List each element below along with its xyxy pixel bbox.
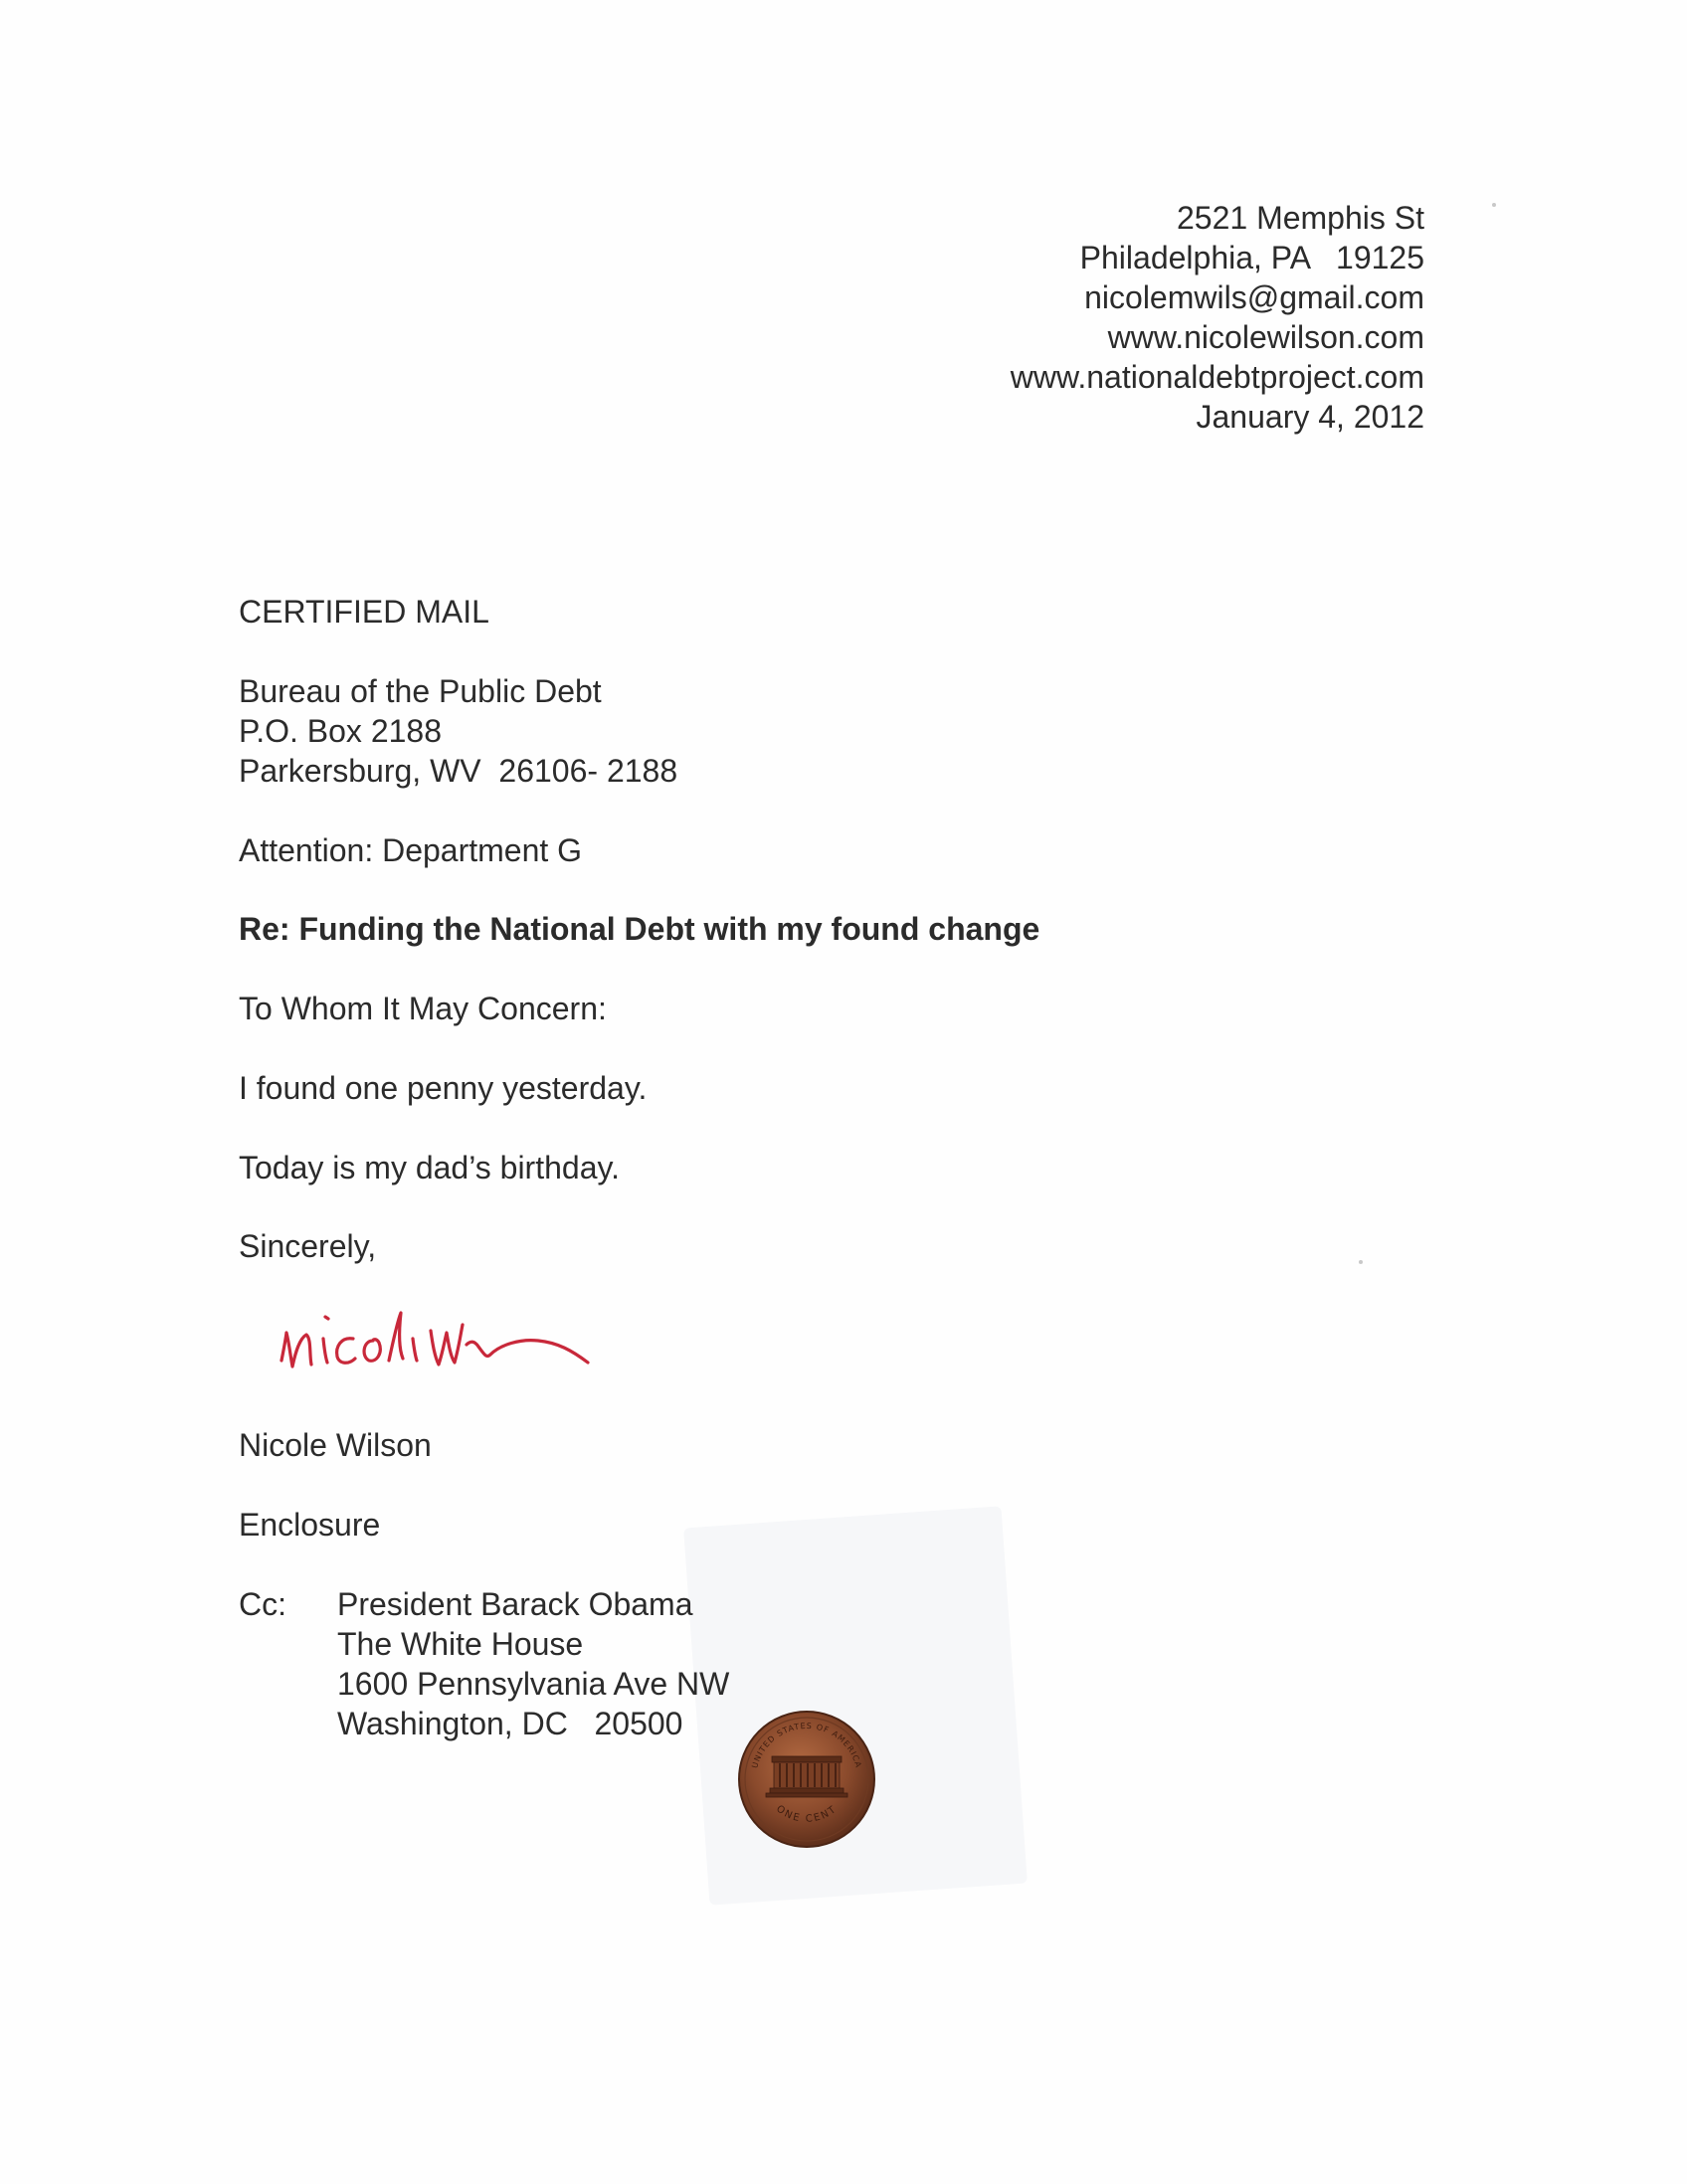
- sender-website-project: www.nationaldebtproject.com: [1010, 359, 1424, 395]
- attention-line: Attention: Department G: [239, 832, 583, 868]
- handwritten-signature: [274, 1283, 652, 1392]
- scan-speck: [1492, 203, 1496, 207]
- penny-coin-image: [736, 1709, 877, 1850]
- recipient-name: Bureau of the Public Debt: [239, 673, 602, 709]
- salutation: To Whom It May Concern:: [239, 991, 607, 1026]
- sender-website-personal: www.nicolewilson.com: [1107, 319, 1424, 355]
- cc-line-name: President Barack Obama: [337, 1586, 693, 1622]
- cc-line-street: 1600 Pennsylvania Ave NW: [337, 1666, 730, 1702]
- cc-line-organization: The White House: [337, 1626, 584, 1662]
- enclosure-note: Enclosure: [239, 1507, 381, 1543]
- subject-line: Re: Funding the National Debt with my found change: [239, 911, 1040, 947]
- sender-email: nicolemwils@gmail.com: [1084, 279, 1424, 315]
- sender-address-block: [1011, 198, 1424, 437]
- closing: Sincerely,: [239, 1228, 377, 1264]
- recipient-po-box: P.O. Box 2188: [239, 713, 442, 749]
- body-paragraph-2: Today is my dad’s birthday.: [239, 1150, 620, 1185]
- penny-top-inscription: UNITED STATES OF AMERICA: [750, 1721, 863, 1769]
- cc-recipient: [337, 1584, 729, 1743]
- letter-date: January 4, 2012: [1196, 399, 1424, 435]
- signer-name: Nicole Wilson: [239, 1427, 432, 1463]
- penny-bottom-inscription: ONE CENT: [774, 1803, 840, 1825]
- body-paragraph-1: I found one penny yesterday.: [239, 1070, 648, 1106]
- scan-speck: [1359, 1260, 1363, 1264]
- cc-label: Cc:: [239, 1586, 286, 1622]
- sender-street: 2521 Memphis St: [1176, 200, 1424, 236]
- sender-city-state-zip: Philadelphia, PA 19125: [1079, 240, 1424, 275]
- recipient-city-state-zip: Parkersburg, WV 26106- 2188: [239, 753, 678, 789]
- mail-type: CERTIFIED MAIL: [239, 594, 489, 630]
- cc-line-city-state-zip: Washington, DC 20500: [337, 1706, 683, 1741]
